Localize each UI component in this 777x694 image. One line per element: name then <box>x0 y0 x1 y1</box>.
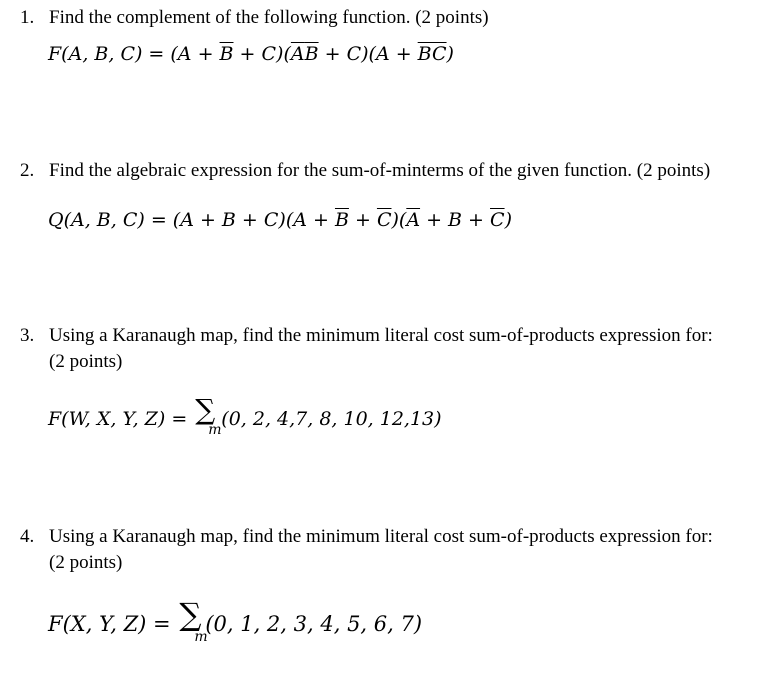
question-3 <box>20 323 757 375</box>
question-number: 2. <box>20 160 35 181</box>
complement-b: $\overline{B}$ <box>334 209 349 231</box>
question-3-prompt <box>20 323 757 349</box>
question-4 <box>20 524 757 576</box>
equation-1: F(A, B, $C) = (A + \overline{B} + C)(\overline{A}\overline{B} + C)(A + \overline{B}\overline{C})$ <box>48 43 454 65</box>
question-1-prompt <box>20 5 757 31</box>
complement-a: $\overline{A}$ <box>406 209 421 231</box>
points-label: (2 points) <box>49 351 123 372</box>
question-number: 3. <box>20 325 35 346</box>
question-number: 1. <box>20 7 35 28</box>
equation-lhs: F(A, B, C) = <box>48 43 171 65</box>
question-text: Using a Karanaugh map, find the minimum literal cost sum-of-products expression for: <box>49 325 713 346</box>
complement-c: $\overline{C}$ <box>490 209 505 231</box>
question-2-prompt <box>20 158 757 184</box>
minterm-list: (0, 2, 4,7, 8, 10, 12,13) <box>221 408 442 430</box>
question-text: Find the complement of the following function. (2 points) <box>49 7 489 28</box>
equation-4 <box>48 597 423 645</box>
complement-b: $\overline{B}$ <box>304 43 319 65</box>
question-text: Using a Karanaugh map, find the minimum literal cost sum-of-products expression for: <box>49 526 713 547</box>
complement-b: $\overline{B}$ <box>417 43 432 65</box>
question-number: 4. <box>20 526 35 547</box>
complement-b: $\overline{B}$ <box>219 43 234 65</box>
equation-3 <box>48 393 442 438</box>
equation-lhs: F(W, X, Y, Z) = <box>48 408 194 430</box>
complement-c: $\overline{C}$ <box>432 43 447 65</box>
summation-symbol <box>193 393 222 438</box>
equation-2: Q(A, B, $C) = (A + B + C)(A + \overline{B} + \overline{C})(\overline{A} + B + \overline{C})$ <box>48 209 512 231</box>
sigma-glyph: ∑ <box>195 393 216 426</box>
points-label: (2 points) <box>49 552 123 573</box>
equation-lhs: Q(A, B, C) = <box>48 209 173 231</box>
complement-a: $\overline{A}$ <box>290 43 305 65</box>
question-text: Find the algebraic expression for the sum-of-minterms of the given function. (2 points) <box>49 160 711 181</box>
question-4-prompt <box>20 524 757 550</box>
question-2 <box>20 158 757 184</box>
complement-c: $\overline{C}$ <box>376 209 392 231</box>
summation-symbol <box>177 597 208 645</box>
sigma-glyph: ∑ <box>179 597 202 633</box>
minterm-subscript: m <box>208 422 222 438</box>
equation-lhs: F(X, Y, Z) = <box>48 612 178 636</box>
minterm-subscript: m <box>194 629 208 645</box>
question-1 <box>20 5 757 31</box>
minterm-list: (0, 1, 2, 3, 4, 5, 6, 7) <box>205 612 423 636</box>
